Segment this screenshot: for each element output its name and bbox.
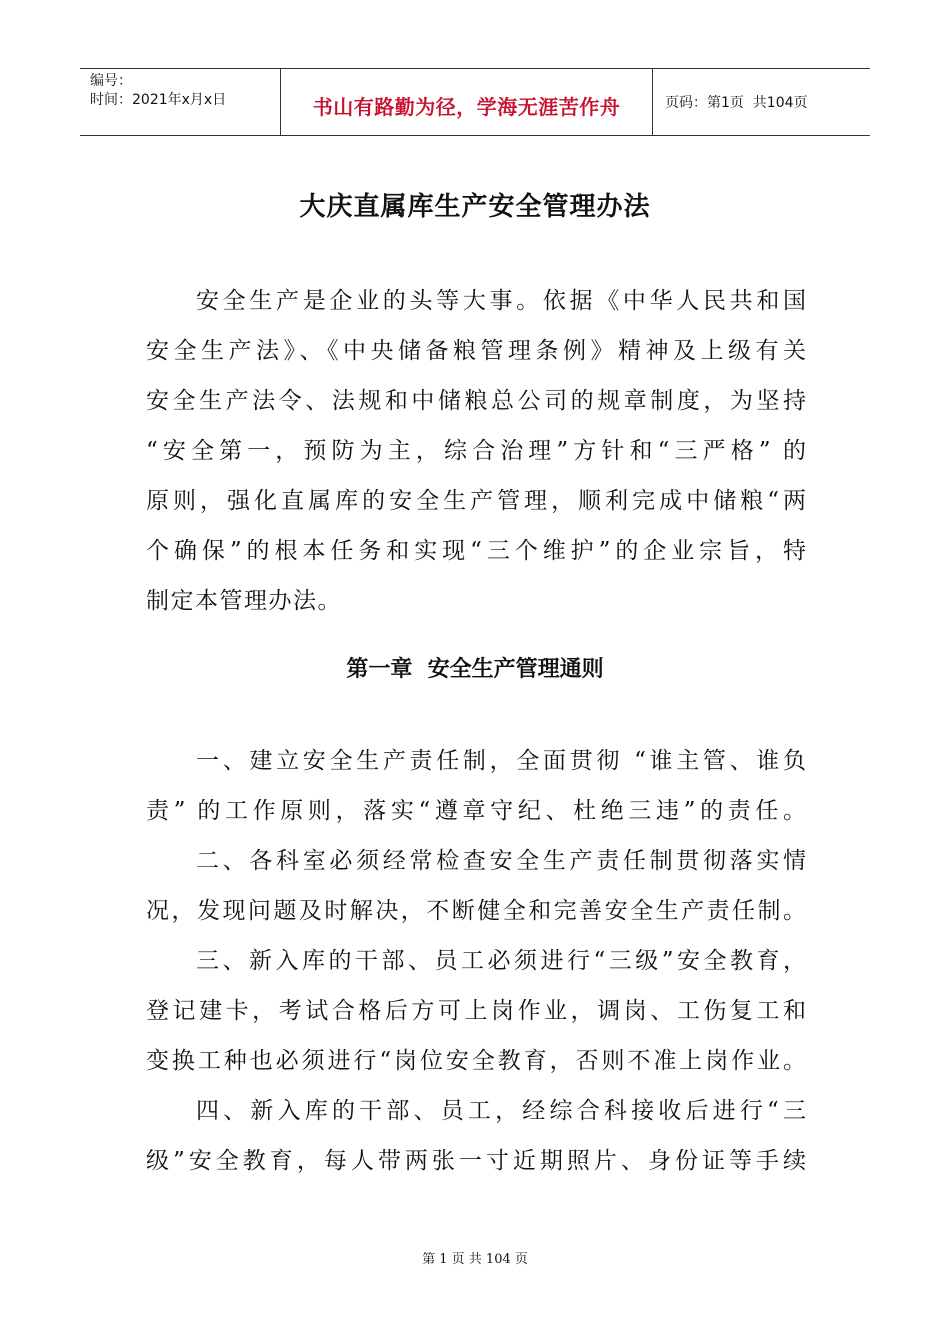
intro-line: 安全生产是企业的头等大事。依据《中华人民共和国	[196, 288, 806, 314]
clause-line: 三、新入库的干部、员工必须进行“三级”安全教育，	[196, 948, 806, 974]
intro-line: 安全生产法令、法规和中储粮总公司的规章制度，为坚持	[146, 388, 806, 414]
intro-line: 安全生产法》、《中央储备粮管理条例》精神及上级有关	[146, 338, 806, 364]
clause-line: 一、建立安全生产责任制，全面贯彻 “谁主管、谁负	[196, 748, 806, 774]
clause-line: 责” 的工作原则，落实“遵章守纪、杜绝三违”的责任。	[146, 798, 806, 824]
date-label: 时间：2021年x月x日	[90, 92, 227, 108]
clause-line: 况，发现问题及时解决，不断健全和完善安全生产责任制。	[146, 898, 806, 924]
page-footer: 第 1 页 共 104 页	[422, 1252, 528, 1267]
header-page-info: 页码：第1页 共104页	[665, 95, 808, 111]
clause-line: 级”安全教育，每人带两张一寸近期照片、身份证等手续	[146, 1148, 806, 1174]
motto-text: 书山有路勤为径，学海无涯苦作舟	[312, 94, 621, 119]
header-meta-cell	[80, 69, 281, 135]
intro-line: 制定本管理办法。	[146, 588, 342, 614]
document-title: 大庆直属库生产安全管理办法	[299, 192, 651, 222]
header-page-cell	[653, 69, 870, 135]
clause-line: 四、新入库的干部、员工，经综合科接收后进行“三	[196, 1098, 806, 1124]
header-motto-cell	[281, 69, 653, 135]
intro-line: 原则，强化直属库的安全生产管理，顺利完成中储粮“两	[146, 488, 806, 514]
intro-line: 个确保”的根本任务和实现“三个维护”的企业宗旨，特	[146, 538, 806, 564]
intro-line: “安全第一，预防为主，综合治理”方针和“三严格” 的	[146, 438, 806, 464]
clause-line: 变换工种也必须进行“岗位安全教育，否则不准上岗作业。	[146, 1048, 806, 1074]
page-header	[80, 68, 870, 136]
chapter-title: 第一章 安全生产管理通则	[346, 657, 604, 682]
clause-line: 二、各科室必须经常检查安全生产责任制贯彻落实情	[196, 848, 806, 874]
clause-line: 登记建卡，考试合格后方可上岗作业，调岗、工伤复工和	[146, 998, 806, 1024]
number-label: 编号：	[90, 73, 132, 89]
